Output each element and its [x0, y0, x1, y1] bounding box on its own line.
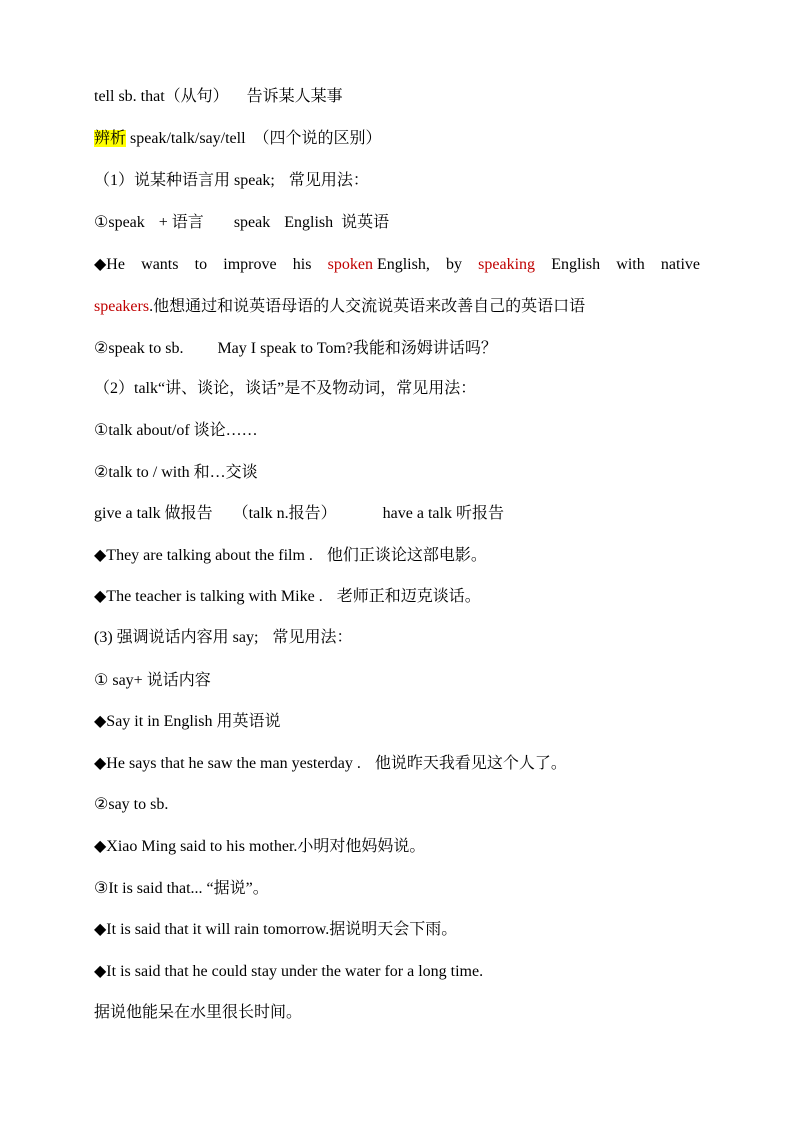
- word: wants: [141, 256, 179, 273]
- highlighted-word: speaking: [478, 256, 536, 273]
- usage-item: ②talk to / with 和…交谈: [94, 464, 258, 481]
- word: his: [292, 256, 312, 273]
- translation: 他们正谈论这部电影。: [326, 547, 487, 564]
- highlighted-word: spoken: [327, 256, 373, 273]
- example-rain-tomorrow: [94, 920, 457, 940]
- word: improve: [223, 256, 277, 273]
- usage-item: ①talk about/of 谈论……: [94, 422, 258, 439]
- section-title: (3) 强调说话内容用 say;: [94, 629, 259, 646]
- example: ◆He says that he saw the man yesterday .: [94, 755, 361, 772]
- phrase: give a talk 做报告: [94, 505, 213, 522]
- example-verb: speak: [233, 214, 271, 231]
- word: native: [660, 256, 700, 273]
- word: with: [616, 256, 645, 273]
- line-speak-intro: [94, 171, 369, 191]
- line-tell-that: [94, 87, 343, 107]
- word: English,: [376, 256, 430, 273]
- line-distinguish-heading: [94, 129, 382, 149]
- line-say-intro: [94, 628, 352, 648]
- example-under-water: [94, 962, 483, 982]
- example: ◆The teacher is talking with Mike .: [94, 588, 323, 605]
- example-he-says: [94, 754, 567, 774]
- example-meaning: 说英语: [341, 214, 390, 231]
- usage-label: 常见用法：: [272, 629, 353, 646]
- example-sentence-he-wants: [94, 255, 700, 275]
- line-give-a-talk: [94, 504, 504, 524]
- meaning: 告诉某人某事: [246, 88, 343, 105]
- example: ◆Say it in English 用英语说: [94, 713, 281, 730]
- highlighted-word: speakers: [94, 298, 150, 315]
- usage-item: ③It is said that... “据说”。: [94, 880, 269, 897]
- highlight-label: 辨析: [94, 130, 127, 147]
- example: ◆It is said that it will rain tomorrow.据说明天会下雨。: [94, 921, 458, 938]
- line-say-content: [94, 671, 211, 691]
- line-talk-about: [94, 421, 258, 441]
- section-title: （1）说某种语言用 speak;: [94, 172, 275, 189]
- usage-item: ②say to sb.: [94, 796, 169, 813]
- line-say-to: [94, 795, 168, 815]
- phrase: tell sb. that（从句）: [94, 88, 229, 105]
- section-title: （2）talk“讲、谈论，谈话”是不及物动词，常见用法：: [94, 380, 477, 397]
- example-they-are-talking: [94, 546, 487, 566]
- example: ◆They are talking about the film .: [94, 547, 313, 564]
- example-xiao-ming: [94, 837, 425, 857]
- usage-item: ②speak to sb.: [94, 340, 184, 357]
- example-object: English: [284, 214, 334, 231]
- line-talk-intro: [94, 379, 476, 399]
- example: ◆Xiao Ming said to his mother.小明对他妈妈说。: [94, 838, 426, 855]
- word: by: [446, 256, 462, 273]
- translation: .他想通过和说英语母语的人交流说英语来改善自己的英语口语: [149, 298, 586, 315]
- translation: 他说昨天我看见这个人了。: [374, 755, 567, 772]
- line-talk-to: [94, 463, 258, 483]
- usage-pattern: + 语言: [158, 214, 204, 231]
- word: to: [194, 256, 208, 273]
- line-speak-to: [94, 339, 497, 359]
- example: May I speak to Tom?我能和汤姆讲话吗？: [217, 340, 497, 357]
- word: ◆He: [94, 256, 125, 273]
- phrase-note: （talk n.报告）: [232, 505, 337, 522]
- phrase: have a talk 听报告: [382, 505, 504, 522]
- translation: 老师正和迈克谈话。: [336, 588, 481, 605]
- example-under-water-translation: [94, 1003, 302, 1023]
- translation: 据说他能呆在水里很长时间。: [94, 1004, 303, 1021]
- example-sentence-continued: [94, 297, 585, 317]
- heading-note: （四个说的区别）: [253, 130, 382, 147]
- example-teacher-talking: [94, 587, 481, 607]
- line-it-is-said: [94, 879, 269, 899]
- example: ◆It is said that he could stay under the water for a long time.: [94, 963, 484, 980]
- usage-item: ①speak: [94, 214, 145, 231]
- word: English: [551, 256, 601, 273]
- usage-item: ① say+ 说话内容: [94, 672, 211, 689]
- example-say-it-in-english: [94, 712, 281, 732]
- heading-words: speak/talk/say/tell: [126, 130, 246, 147]
- line-speak-language: [94, 213, 389, 233]
- usage-label: 常见用法：: [288, 172, 369, 189]
